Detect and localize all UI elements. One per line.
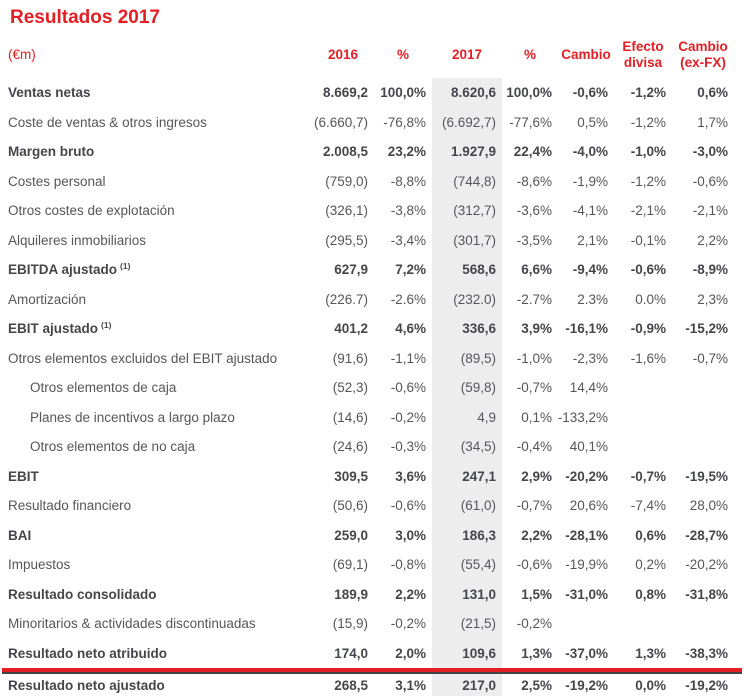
table-row xyxy=(0,639,744,669)
row-label xyxy=(8,403,312,433)
value-cell: (61,0) xyxy=(432,491,502,521)
value-cell: -1,6% xyxy=(630,350,666,366)
table-row xyxy=(0,550,744,580)
value-cell: 20,6% xyxy=(569,498,608,514)
value-cell: (326,1) xyxy=(325,203,368,219)
column-header-cambio: Cambio xyxy=(561,47,611,63)
value-cell: (24,6) xyxy=(332,439,368,455)
value-cell: 100,0% xyxy=(380,85,426,101)
value-cell: -0,7% xyxy=(630,468,666,484)
value-cell: 7,2% xyxy=(395,262,426,278)
value-cell: (15,9) xyxy=(332,616,368,632)
value-cell: -0,2% xyxy=(390,616,426,632)
footnote-reference: (1) xyxy=(101,319,112,330)
table-row xyxy=(0,314,744,344)
table-row xyxy=(0,373,744,403)
row-label xyxy=(8,255,312,285)
row-label-text: Resultado neto ajustado xyxy=(8,677,165,693)
column-header-efecto-divisa: Efecto divisa xyxy=(622,39,664,70)
row-label-text: EBIT xyxy=(8,468,39,484)
value-cell: (226.7) xyxy=(325,291,368,307)
table-row xyxy=(0,78,744,108)
table-row xyxy=(0,285,744,315)
value-cell: (6.660,7) xyxy=(313,114,368,130)
value-cell: 2,2% xyxy=(521,527,552,543)
row-label xyxy=(8,639,312,669)
value-cell: 1,3% xyxy=(635,645,666,661)
value-cell: -0,6% xyxy=(572,85,608,101)
value-cell: -1,1% xyxy=(390,350,426,366)
value-cell: -19,2% xyxy=(565,677,608,693)
value-cell: -0,6% xyxy=(692,173,728,189)
value-cell: -0,2% xyxy=(390,409,426,425)
table-row xyxy=(0,403,744,433)
value-cell: 4,9 xyxy=(432,403,502,433)
row-label xyxy=(8,580,312,610)
value-cell: -1,2% xyxy=(630,85,666,101)
value-cell: 22,4% xyxy=(513,144,552,160)
value-cell: (89,5) xyxy=(432,344,502,374)
column-header-pct-2016: % xyxy=(396,47,409,63)
row-label-text: Otros costes de explotación xyxy=(8,203,175,219)
value-cell: -1,9% xyxy=(572,173,608,189)
value-cell: -0,7% xyxy=(516,380,552,396)
row-label xyxy=(8,550,312,580)
value-cell xyxy=(614,609,672,639)
row-label xyxy=(8,285,312,315)
row-label-text: BAI xyxy=(8,527,32,543)
value-cell: 28,0% xyxy=(689,498,728,514)
value-cell: (50,6) xyxy=(332,498,368,514)
value-cell: -19,2% xyxy=(685,677,728,693)
value-cell: (312,7) xyxy=(432,196,502,226)
value-cell xyxy=(672,609,734,639)
value-cell: -28,7% xyxy=(685,527,728,543)
row-label xyxy=(8,432,312,462)
value-cell: (295,5) xyxy=(325,232,368,248)
value-cell: -31,0% xyxy=(565,586,608,602)
value-cell: 174,0 xyxy=(334,645,368,661)
value-cell: -3,8% xyxy=(390,203,426,219)
value-cell: (14,6) xyxy=(332,409,368,425)
value-cell: (6.692,7) xyxy=(432,108,502,138)
value-cell: (69,1) xyxy=(332,557,368,573)
value-cell: -38,3% xyxy=(685,645,728,661)
value-cell: -0,6% xyxy=(390,498,426,514)
value-cell: -16,1% xyxy=(565,321,608,337)
value-cell: 0,6% xyxy=(635,527,666,543)
row-label-text: Minoritarios & actividades discontinuadas xyxy=(8,616,256,632)
value-cell: (21,5) xyxy=(432,609,502,639)
value-cell: 3,1% xyxy=(395,677,426,693)
value-cell: -76,8% xyxy=(383,114,426,130)
value-cell: -0,6% xyxy=(390,380,426,396)
row-label xyxy=(8,314,312,344)
row-label-text: Resultado financiero xyxy=(8,498,132,514)
value-cell: 8.620,6 xyxy=(432,78,502,108)
row-label xyxy=(8,344,312,374)
value-cell xyxy=(614,403,672,433)
value-cell: 0,1% xyxy=(521,409,552,425)
row-label-text: Planes de incentivos a largo plazo xyxy=(30,409,235,425)
value-cell: 109,6 xyxy=(432,639,502,669)
value-cell: -2,1% xyxy=(692,203,728,219)
value-cell: (232.0) xyxy=(432,285,502,315)
row-label-text: Otros elementos excluidos del EBIT ajustado xyxy=(8,350,278,366)
value-cell: 189,9 xyxy=(334,586,368,602)
value-cell: 268,5 xyxy=(334,677,368,693)
value-cell: -0,1% xyxy=(630,232,666,248)
value-cell: 2,0% xyxy=(395,645,426,661)
value-cell: -4,1% xyxy=(572,203,608,219)
table-row xyxy=(0,462,744,492)
value-cell: (34,5) xyxy=(432,432,502,462)
value-cell: 14,4% xyxy=(569,380,608,396)
page-title: Resultados 2017 xyxy=(10,7,160,28)
value-cell: 131,0 xyxy=(432,580,502,610)
table-row xyxy=(0,674,744,696)
value-cell: 259,0 xyxy=(334,527,368,543)
row-label-text: Resultado consolidado xyxy=(8,586,157,602)
row-label xyxy=(8,226,312,256)
table-row xyxy=(0,255,744,285)
column-header-pct-2017: % xyxy=(523,47,536,63)
value-cell: -8,9% xyxy=(692,262,728,278)
row-label xyxy=(8,674,312,696)
row-label-text: Otros elementos de no caja xyxy=(30,439,196,455)
value-cell xyxy=(614,373,672,403)
value-cell: -2,1% xyxy=(630,203,666,219)
value-cell: 1,7% xyxy=(697,114,728,130)
value-cell: 309,5 xyxy=(334,468,368,484)
value-cell: -0,6% xyxy=(516,557,552,573)
value-cell: -77,6% xyxy=(509,114,552,130)
value-cell: 217,0 xyxy=(432,674,502,696)
value-cell: -15,2% xyxy=(685,321,728,337)
value-cell: 1,3% xyxy=(521,645,552,661)
table-row xyxy=(0,108,744,138)
value-cell: 3,9% xyxy=(521,321,552,337)
value-cell: (91,6) xyxy=(332,350,368,366)
value-cell: -4,0% xyxy=(572,144,608,160)
value-cell: 4,6% xyxy=(395,321,426,337)
row-label xyxy=(8,609,312,639)
value-cell: -9,4% xyxy=(572,262,608,278)
value-cell: (301,7) xyxy=(432,226,502,256)
table-row xyxy=(0,137,744,167)
row-label-text: Impuestos xyxy=(8,557,71,573)
value-cell: 247,1 xyxy=(432,462,502,492)
row-label xyxy=(8,108,312,138)
value-cell: 2.008,5 xyxy=(322,144,368,160)
row-label xyxy=(8,196,312,226)
value-cell: -2,3% xyxy=(572,350,608,366)
value-cell: 0,2% xyxy=(635,557,666,573)
unit-label: (€m) xyxy=(8,47,36,63)
value-cell: 3,6% xyxy=(395,468,426,484)
value-cell: -0,2% xyxy=(516,616,552,632)
row-label-text: Resultado neto atribuido xyxy=(8,645,168,661)
value-cell xyxy=(558,609,614,639)
table-row xyxy=(0,521,744,551)
value-cell: (52,3) xyxy=(332,380,368,396)
table-row xyxy=(0,432,744,462)
row-label-text: Otros elementos de caja xyxy=(30,380,177,396)
value-cell: (59,8) xyxy=(432,373,502,403)
row-label xyxy=(8,491,312,521)
value-cell: 401,2 xyxy=(334,321,368,337)
row-label-text: Ventas netas xyxy=(8,85,91,101)
value-cell: 2,1% xyxy=(577,232,608,248)
value-cell: 40,1% xyxy=(569,439,608,455)
value-cell: 2,9% xyxy=(521,468,552,484)
value-cell: -19,9% xyxy=(565,557,608,573)
value-cell: -0,8% xyxy=(390,557,426,573)
value-cell: 2.3% xyxy=(577,291,608,307)
row-label-text: Margen bruto xyxy=(8,144,95,160)
value-cell: (55,4) xyxy=(432,550,502,580)
value-cell: -8,6% xyxy=(516,173,552,189)
value-cell: -20,2% xyxy=(565,468,608,484)
value-cell: 100,0% xyxy=(506,85,552,101)
table-row xyxy=(0,226,744,256)
row-label-text: Coste de ventas & otros ingresos xyxy=(8,114,207,130)
value-cell: -0,3% xyxy=(390,439,426,455)
value-cell: -1,0% xyxy=(516,350,552,366)
value-cell: 568,6 xyxy=(432,255,502,285)
table-row xyxy=(0,580,744,610)
value-cell: (759,0) xyxy=(325,173,368,189)
value-cell: 0,8% xyxy=(635,586,666,602)
value-cell: -133,2% xyxy=(557,409,608,425)
value-cell: -0,4% xyxy=(516,439,552,455)
table-row xyxy=(0,196,744,226)
value-cell: -0,7% xyxy=(516,498,552,514)
row-label xyxy=(8,137,312,167)
value-cell: -37,0% xyxy=(565,645,608,661)
value-cell: -1,2% xyxy=(630,114,666,130)
row-label xyxy=(8,521,312,551)
value-cell: -1,2% xyxy=(630,173,666,189)
row-label-text: EBIT ajustado xyxy=(8,321,99,337)
value-cell: 0,6% xyxy=(697,85,728,101)
row-label xyxy=(8,462,312,492)
column-header-2017: 2017 xyxy=(451,47,483,63)
value-cell: -2.7% xyxy=(516,291,552,307)
value-cell: 8.669,2 xyxy=(322,85,368,101)
value-cell: 2,2% xyxy=(395,586,426,602)
value-cell: 627,9 xyxy=(334,262,368,278)
value-cell: 2,3% xyxy=(697,291,728,307)
table-header-row xyxy=(0,32,744,78)
value-cell: -8,8% xyxy=(390,173,426,189)
value-cell: -31,8% xyxy=(685,586,728,602)
row-label-text: Amortización xyxy=(8,291,87,307)
value-cell: -3,0% xyxy=(692,144,728,160)
table-row xyxy=(0,344,744,374)
value-cell: -0,9% xyxy=(630,321,666,337)
value-cell: -7,4% xyxy=(630,498,666,514)
table-row xyxy=(0,609,744,639)
column-header-2016: 2016 xyxy=(327,47,359,63)
value-cell xyxy=(672,403,734,433)
value-cell xyxy=(614,432,672,462)
value-cell: 2,5% xyxy=(521,677,552,693)
value-cell: 0.0% xyxy=(635,291,666,307)
value-cell: 2,2% xyxy=(697,232,728,248)
row-label xyxy=(8,78,312,108)
column-header-cambio-exfx: Cambio (ex-FX) xyxy=(678,39,728,70)
value-cell: -3,4% xyxy=(390,232,426,248)
row-label xyxy=(8,373,312,403)
value-cell: 3,0% xyxy=(395,527,426,543)
value-cell: -3,5% xyxy=(516,232,552,248)
value-cell: -1,0% xyxy=(630,144,666,160)
value-cell xyxy=(672,432,734,462)
value-cell: 23,2% xyxy=(387,144,426,160)
footnote-reference: (1) xyxy=(120,260,131,271)
table-row xyxy=(0,167,744,197)
table-body xyxy=(0,78,744,696)
value-cell xyxy=(672,373,734,403)
value-cell: -28,1% xyxy=(565,527,608,543)
value-cell: -20,2% xyxy=(685,557,728,573)
row-label-text: Costes personal xyxy=(8,173,106,189)
row-label-text: EBITDA ajustado xyxy=(8,262,118,278)
row-label xyxy=(8,167,312,197)
value-cell: 336,6 xyxy=(432,314,502,344)
value-cell: 1,5% xyxy=(521,586,552,602)
value-cell: 1.927,9 xyxy=(432,137,502,167)
value-cell: -3,6% xyxy=(516,203,552,219)
value-cell: -19,5% xyxy=(685,468,728,484)
table-row xyxy=(0,491,744,521)
value-cell: 186,3 xyxy=(432,521,502,551)
value-cell: -0,7% xyxy=(692,350,728,366)
value-cell: 0,5% xyxy=(577,114,608,130)
value-cell: -0,6% xyxy=(630,262,666,278)
value-cell: -2.6% xyxy=(390,291,426,307)
row-label-text: Alquileres inmobiliarios xyxy=(8,232,147,248)
value-cell: 0,0% xyxy=(635,677,666,693)
value-cell: (744,8) xyxy=(432,167,502,197)
value-cell: 6,6% xyxy=(521,262,552,278)
